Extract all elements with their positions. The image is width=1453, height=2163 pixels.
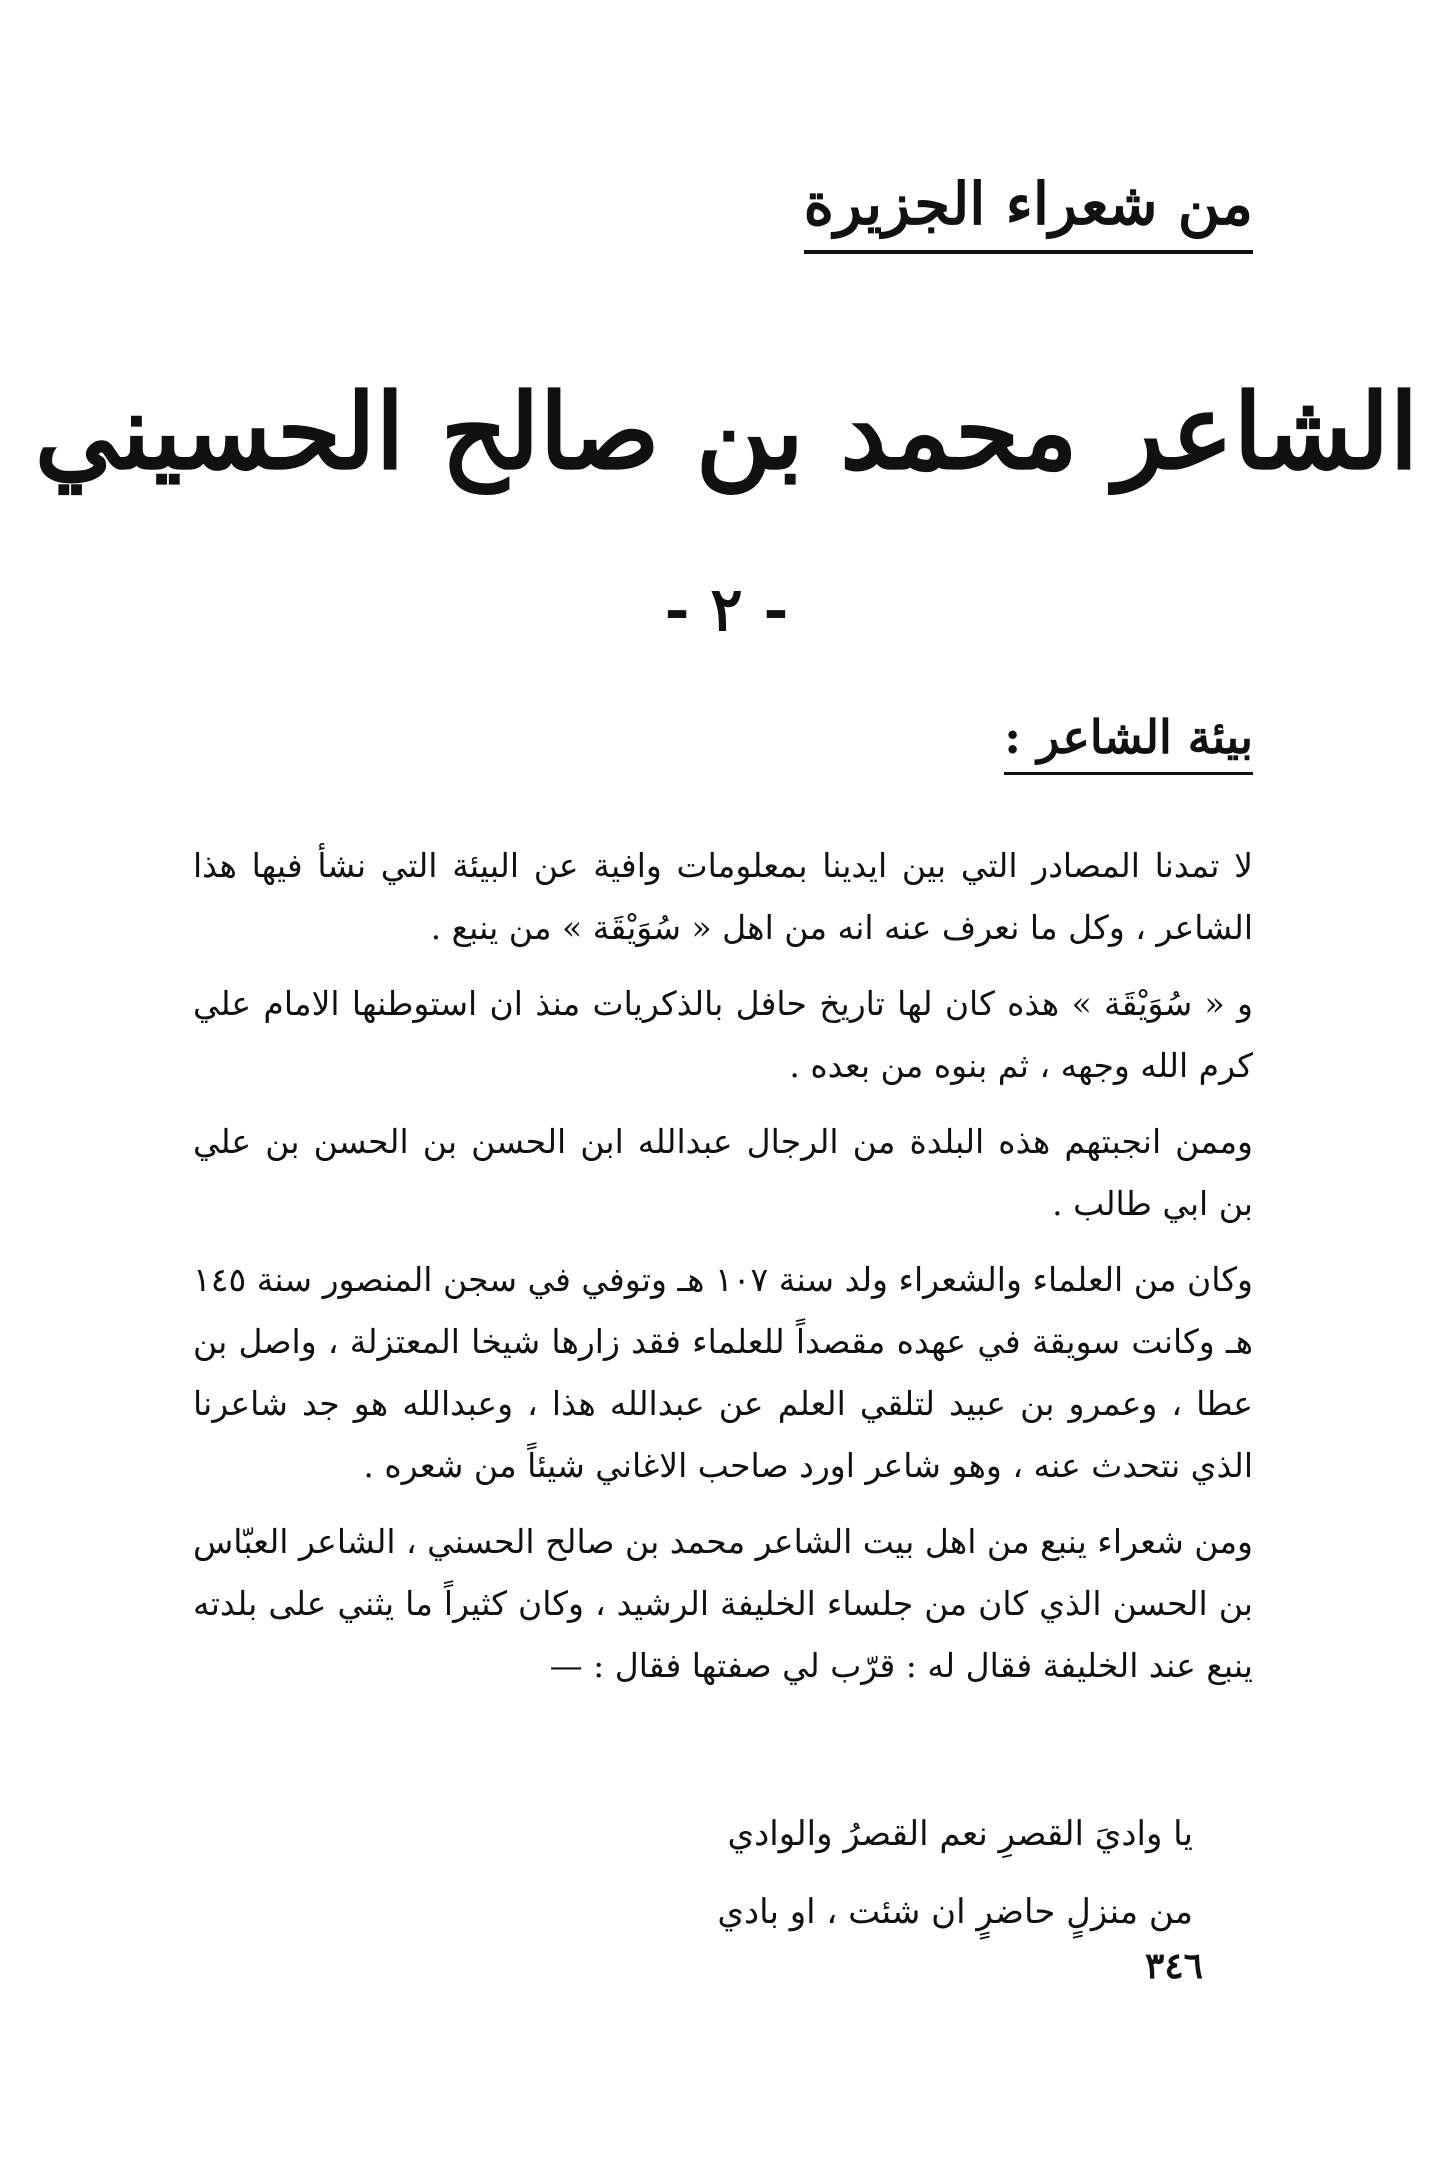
page-number: ٣٤٦	[1144, 1945, 1203, 1987]
verse-block	[717, 1795, 1193, 1951]
paragraph: وكان من العلماء والشعراء ولد سنة ١٠٧ هـ وتوفي في سجن المنصور سنة ١٤٥ هـ وكانت سويقة في عهده مقصداً للعلماء فقد زارها شيخا المعتزلة ، واصل بن عطا ، وعمرو بن عبيد لتلقي العلم عن عبدالله هذا ، وعبدالله هو جد شاعرنا الذي نتحدث عنه ، وهو شاعر اورد صاحب الاغاني شيئاً من شعره .	[193, 1260, 1253, 1485]
paragraph: ومن شعراء ينبع من اهل بيت الشاعر محمد بن صالح الحسني ، الشاعر العبّاس بن الحسن الذي كان من جلساء الخليفة الرشيد ، وكان كثيراً ما يثني على بلدته ينبع عند الخليفة فقال له : قرّب لي صفتها فقال : —	[193, 1522, 1253, 1685]
section-heading: بيئة الشاعر :	[1004, 710, 1253, 775]
article-title: الشاعر محمد بن صالح الحسيني	[34, 370, 1419, 493]
paragraph: و « سُوَيْقَة » هذه كان لها تاريخ حافل بالذكريات منذ ان استوطنها الامام علي كرم الله وجهه ، ثم بنوه من بعده .	[193, 984, 1253, 1085]
paragraph: لا تمدنا المصادر التي بين ايدينا بمعلومات وافية عن البيئة التي نشأ فيها هذا الشاعر ، وكل ما نعرف عنه انه من اهل « سُوَيْقَة » من ينبع .	[193, 846, 1253, 947]
paragraph: وممن انجبتهم هذه البلدة من الرجال عبدالله ابن الحسن بن الحسن بن علي بن ابي طالب .	[193, 1122, 1253, 1223]
verse-line: يا واديَ القصرِ نعم القصرُ والوادي	[727, 1814, 1193, 1854]
series-title: من شعراء الجزيرة	[804, 170, 1253, 254]
part-number: - ٢ -	[664, 575, 789, 645]
verse-line: من منزلٍ حاضرٍ ان شئت ، او بادي	[717, 1892, 1193, 1932]
body-text	[193, 835, 1253, 1711]
